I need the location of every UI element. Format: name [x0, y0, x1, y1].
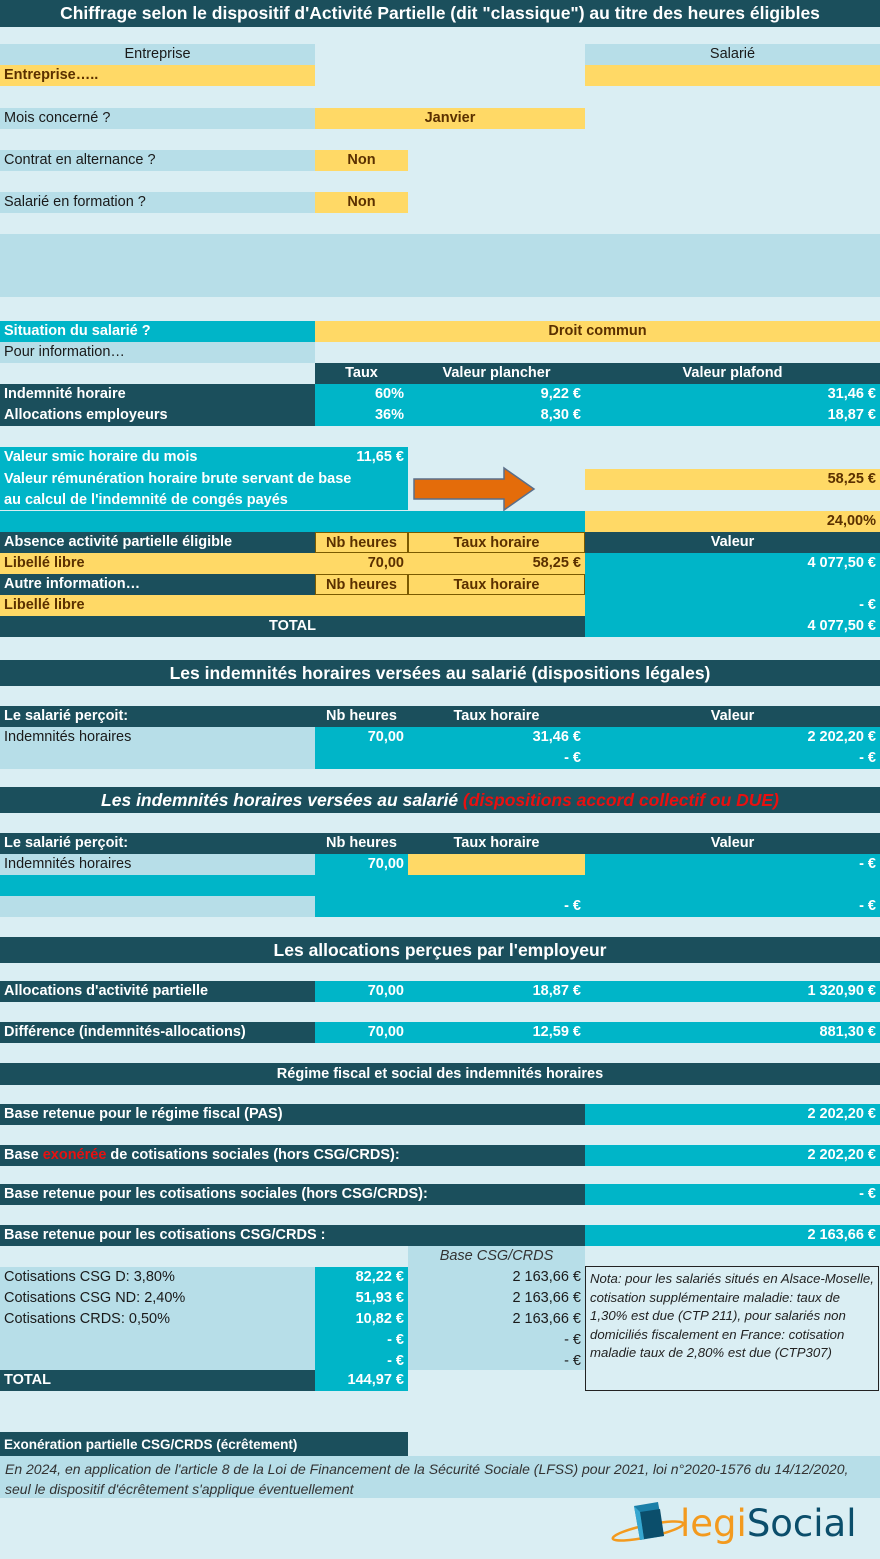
nota-box: Nota: pour les salariés situés en Alsace-Moselle, cotisation supplémentaire maladie: taux de 1,30% est due (CTP 211), pour salariés non domiciliés fiscalement en France: cotisation maladie taux de 2,80% est due (CTP307) — [585, 1266, 879, 1391]
cot-row4-value: - € — [315, 1330, 408, 1351]
accord-header-red: (dispositions accord collectif ou DUE) — [462, 790, 779, 810]
absence-row-valeur: 4 077,50 € — [585, 553, 880, 574]
absence-total-label: TOTAL — [0, 616, 585, 637]
alloc-row2-valeur: 881,30 € — [585, 1022, 880, 1043]
accord-row3-taux: - € — [408, 896, 585, 917]
legal-row-taux: 31,46 € — [408, 727, 585, 748]
alloc-row1-nb: 70,00 — [315, 981, 408, 1002]
csg-nd-label: Cotisations CSG ND: 2,40% — [4, 1290, 186, 1306]
absence-col-nb: Nb heures — [315, 532, 408, 553]
accord-row-nb: 70,00 — [315, 854, 408, 875]
csg-label: Base retenue pour les cotisations CSG/CRDS : — [0, 1225, 585, 1246]
absence-col-taux: Taux horaire — [408, 532, 585, 553]
exo-label-red: exonérée — [42, 1147, 107, 1163]
smic-value: 11,65 € — [356, 449, 404, 465]
legal-percoit: Le salarié perçoit: — [0, 706, 315, 727]
blank-block — [0, 234, 880, 297]
col-plancher: Valeur plancher — [408, 363, 585, 384]
absence-row2-label[interactable]: Libellé libre — [0, 595, 315, 616]
col-taux: Taux — [315, 363, 408, 384]
cotisations-total-value: 144,97 € — [315, 1370, 408, 1391]
entreprise-input[interactable]: Entreprise….. — [0, 65, 315, 86]
autre-valeur-fill — [585, 574, 880, 595]
cot-row4-base: - € — [564, 1332, 581, 1348]
exo-label — [0, 1145, 585, 1166]
situation-label: Situation du salarié ? — [0, 321, 315, 342]
salarie-input[interactable] — [585, 65, 880, 86]
autre-col-taux: Taux horaire — [408, 574, 585, 595]
indemnite-label: Indemnité horaire — [0, 384, 315, 405]
pct-value: 24,00% — [585, 511, 880, 532]
absence-row-nb[interactable]: 70,00 — [315, 553, 408, 574]
info-label: Pour information… — [0, 342, 315, 363]
accord-row3-valeur: - € — [585, 896, 880, 917]
exo-label-pre: Base — [4, 1147, 43, 1163]
accord-row2-fill — [0, 875, 880, 896]
crds-base: 2 163,66 € — [512, 1311, 581, 1327]
alloc-header: Les allocations perçues par l'employeur — [0, 937, 880, 963]
entreprise-header: Entreprise — [0, 44, 315, 65]
legal-row2-nb — [315, 748, 408, 769]
alloc-row2-taux: 12,59 € — [408, 1022, 585, 1043]
remu-label-2: au calcul de l'indemnité de congés payés — [4, 492, 288, 508]
cotisations-total-label: TOTAL — [0, 1370, 315, 1391]
absence-row-taux[interactable]: 58,25 € — [408, 553, 585, 574]
csg-d-label: Cotisations CSG D: 3,80% — [4, 1269, 175, 1285]
base-csg-header: Base CSG/CRDS — [408, 1246, 585, 1267]
absence-row2-valeur: - € — [585, 595, 880, 616]
allocations-label: Allocations employeurs — [0, 405, 315, 426]
alloc-row2-nb: 70,00 — [315, 1022, 408, 1043]
accord-row3-nb — [315, 896, 408, 917]
absence-total-value: 4 077,50 € — [585, 616, 880, 637]
legal-row2-taux: - € — [408, 748, 585, 769]
crds-label: Cotisations CRDS: 0,50% — [4, 1311, 171, 1327]
absence-row-label[interactable]: Libellé libre — [0, 553, 315, 574]
accord-taux-input[interactable] — [408, 854, 585, 875]
ecretement-label: Exonération partielle CSG/CRDS (écrêtement) — [0, 1432, 408, 1456]
legal-col-nb: Nb heures — [315, 706, 408, 727]
exo-value: 2 202,20 € — [585, 1145, 880, 1166]
alloc-row1-valeur: 1 320,90 € — [585, 981, 880, 1002]
legisocial-logo — [610, 1498, 872, 1552]
salarie-header: Salarié — [585, 44, 880, 65]
alloc-row1-taux: 18,87 € — [408, 981, 585, 1002]
accord-row-valeur: - € — [585, 854, 880, 875]
pct-row-fill — [0, 511, 585, 532]
page-title: Chiffrage selon le dispositif d'Activité Partielle (dit "classique") au titre des heures éligibles — [0, 0, 880, 27]
coti-value: - € — [585, 1184, 880, 1205]
legal-row2-valeur: - € — [585, 748, 880, 769]
accord-row3-label — [0, 896, 315, 917]
alloc-row1-label: Allocations d'activité partielle — [0, 981, 315, 1002]
csg-nd-base: 2 163,66 € — [512, 1290, 581, 1306]
ecretement-text: En 2024, en application de l'article 8 de la Loi de Financement de la Sécurité Sociale (LFSS) pour 2021, loi n°2020-1576 du 14/12/2020, seul le dispositif d'écrêtement s'applique éventuellement — [0, 1456, 880, 1498]
situation-select[interactable]: Droit commun — [315, 321, 880, 342]
absence-label: Absence activité partielle éligible — [0, 532, 315, 553]
alternance-label: Contrat en alternance ? — [0, 150, 315, 171]
mois-input[interactable]: Janvier — [315, 108, 585, 129]
remu-label-1: Valeur rémunération horaire brute servant de base — [4, 471, 352, 487]
exo-label-post: de cotisations sociales (hors CSG/CRDS): — [106, 1147, 400, 1163]
formation-label: Salarié en formation ? — [0, 192, 315, 213]
accord-header-main: Les indemnités horaires versées au salarié — [101, 790, 459, 810]
logo-suffix: Social — [746, 1502, 857, 1545]
csg-d-base: 2 163,66 € — [512, 1269, 581, 1285]
regime-header: Régime fiscal et social des indemnités horaires — [0, 1063, 880, 1085]
cot-row5-value: - € — [315, 1351, 408, 1372]
coti-label: Base retenue pour les cotisations sociales (hors CSG/CRDS): — [0, 1184, 585, 1205]
cot-row5-base: - € — [564, 1353, 581, 1369]
fiscal-label: Base retenue pour le régime fiscal (PAS) — [0, 1104, 585, 1125]
allocations-plafond: 18,87 € — [585, 405, 880, 426]
allocations-plancher: 8,30 € — [408, 405, 585, 426]
remu-value: 58,25 € — [585, 469, 880, 490]
csg-nd-value: 51,93 € — [315, 1288, 408, 1309]
csg-d-value: 82,22 € — [315, 1267, 408, 1288]
smic-label: Valeur smic horaire du mois — [4, 449, 198, 465]
indemnite-plancher: 9,22 € — [408, 384, 585, 405]
indemnite-taux: 60% — [315, 384, 408, 405]
fiscal-value: 2 202,20 € — [585, 1104, 880, 1125]
legal-row-label: Indemnités horaires — [0, 727, 315, 769]
autre-col-nb: Nb heures — [315, 574, 408, 595]
accord-percoit: Le salarié perçoit: — [0, 833, 315, 854]
accord-col-nb: Nb heures — [315, 833, 408, 854]
alternance-select[interactable]: Non — [315, 150, 408, 171]
accord-col-valeur: Valeur — [585, 833, 880, 854]
legal-header: Les indemnités horaires versées au salarié (dispositions légales) — [0, 660, 880, 686]
csg-value: 2 163,66 € — [585, 1225, 880, 1246]
allocations-taux: 36% — [315, 405, 408, 426]
absence-row2-input[interactable] — [315, 595, 585, 616]
arrow-right-icon — [412, 465, 538, 513]
legal-col-taux: Taux horaire — [408, 706, 585, 727]
crds-value: 10,82 € — [315, 1309, 408, 1330]
alloc-row2-label: Différence (indemnités-allocations) — [0, 1022, 315, 1043]
logo-prefix: legi — [680, 1502, 747, 1545]
autre-label: Autre information… — [0, 574, 315, 595]
accord-row-label: Indemnités horaires — [0, 854, 315, 875]
legal-row-nb: 70,00 — [315, 727, 408, 748]
absence-col-valeur: Valeur — [585, 532, 880, 553]
indemnite-plafond: 31,46 € — [585, 384, 880, 405]
legal-row-valeur: 2 202,20 € — [585, 727, 880, 748]
formation-select[interactable]: Non — [315, 192, 408, 213]
legisocial-wordmark — [680, 1502, 857, 1546]
mois-label: Mois concerné ? — [0, 108, 315, 129]
legal-col-valeur: Valeur — [585, 706, 880, 727]
accord-header — [0, 787, 880, 813]
col-plafond: Valeur plafond — [585, 363, 880, 384]
accord-col-taux: Taux horaire — [408, 833, 585, 854]
